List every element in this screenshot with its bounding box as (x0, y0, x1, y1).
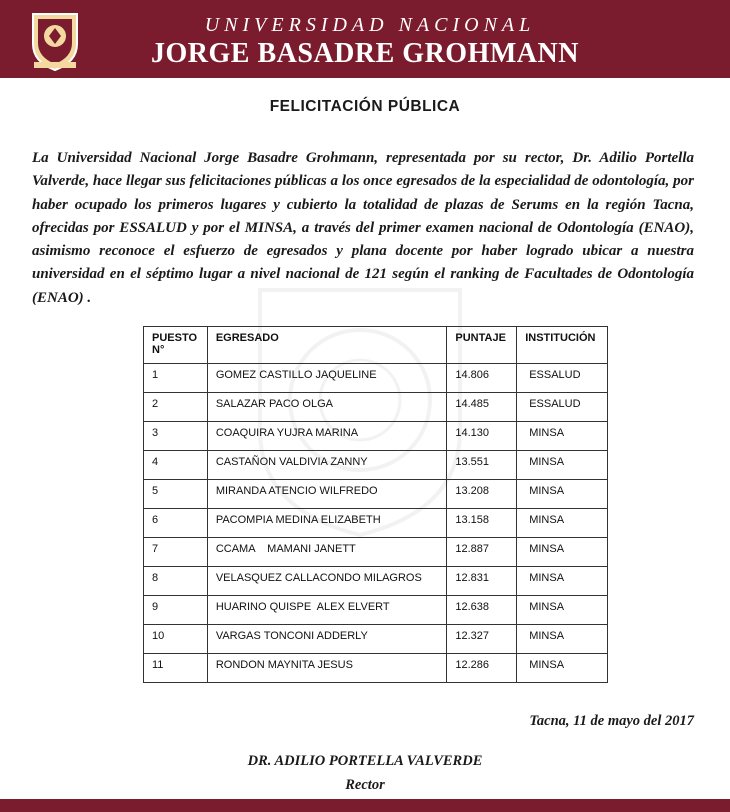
university-name-line2: JORGE BASADRE GROHMANN (151, 38, 579, 69)
table-row (144, 364, 608, 393)
cell-institucion: MINSA (517, 538, 608, 567)
table-row (144, 451, 608, 480)
document-title: FELICITACIÓN PÚBLICA (269, 98, 461, 115)
cell-puntaje: 14.130 (447, 422, 517, 451)
table-row (144, 654, 608, 683)
cell-institucion: MINSA (517, 567, 608, 596)
cell-egresado: COAQUIRA YUJRA MARINA (207, 422, 447, 451)
table-row (144, 509, 608, 538)
university-logo (28, 10, 82, 72)
table-row (144, 567, 608, 596)
table-row (144, 480, 608, 509)
table-header-row (144, 327, 608, 364)
cell-egresado: RONDON MAYNITA JESUS (207, 654, 447, 683)
cell-puntaje: 14.806 (447, 364, 517, 393)
signatory-name: DR. ADILIO PORTELLA VALVERDE (247, 753, 483, 769)
table-row (144, 625, 608, 654)
university-name-line1: UNIVERSIDAD NACIONAL (204, 14, 536, 36)
cell-egresado: VELASQUEZ CALLACONDO MILAGROS (207, 567, 447, 596)
cell-egresado: HUARINO QUISPE ALEX ELVERT (207, 596, 447, 625)
cell-institucion: ESSALUD (517, 364, 608, 393)
cell-puntaje: 13.551 (447, 451, 517, 480)
header-puesto: PUESTO N° (144, 327, 208, 364)
cell-institucion: MINSA (517, 509, 608, 538)
footer-bar (0, 799, 730, 812)
cell-egresado: SALAZAR PACO OLGA (207, 393, 447, 422)
table-row (144, 422, 608, 451)
cell-puntaje: 12.638 (447, 596, 517, 625)
results-table (143, 326, 608, 683)
cell-egresado: CASTAÑON VALDIVIA ZANNY (207, 451, 447, 480)
cell-puesto: 6 (144, 509, 208, 538)
cell-puesto: 7 (144, 538, 208, 567)
cell-puesto: 9 (144, 596, 208, 625)
cell-puntaje: 12.286 (447, 654, 517, 683)
cell-egresado: GOMEZ CASTILLO JAQUELINE (207, 364, 447, 393)
cell-puntaje: 14.485 (447, 393, 517, 422)
header-puntaje: PUNTAJE (447, 327, 517, 364)
cell-institucion: MINSA (517, 480, 608, 509)
header-egresado: EGRESADO (207, 327, 447, 364)
cell-institucion: ESSALUD (517, 393, 608, 422)
cell-puesto: 2 (144, 393, 208, 422)
cell-puntaje: 13.208 (447, 480, 517, 509)
cell-puntaje: 12.831 (447, 567, 517, 596)
cell-egresado: CCAMA MAMANI JANETT (207, 538, 447, 567)
cell-institucion: MINSA (517, 596, 608, 625)
header-banner (0, 0, 730, 78)
cell-puesto: 5 (144, 480, 208, 509)
cell-institucion: MINSA (517, 451, 608, 480)
cell-institucion: MINSA (517, 654, 608, 683)
cell-egresado: PACOMPIA MEDINA ELIZABETH (207, 509, 447, 538)
cell-puesto: 3 (144, 422, 208, 451)
table-body (144, 364, 608, 683)
signatory-role: Rector (345, 777, 385, 793)
cell-puesto: 1 (144, 364, 208, 393)
table-row (144, 393, 608, 422)
cell-puntaje: 13.158 (447, 509, 517, 538)
cell-puesto: 10 (144, 625, 208, 654)
cell-institucion: MINSA (517, 422, 608, 451)
date-line: Tacna, 11 de mayo del 2017 (529, 713, 694, 729)
cell-puntaje: 12.887 (447, 538, 517, 567)
cell-egresado: MIRANDA ATENCIO WILFREDO (207, 480, 447, 509)
cell-puesto: 4 (144, 451, 208, 480)
cell-egresado: VARGAS TONCONI ADDERLY (207, 625, 447, 654)
cell-puesto: 8 (144, 567, 208, 596)
cell-puesto: 11 (144, 654, 208, 683)
cell-institucion: MINSA (517, 625, 608, 654)
table-row (144, 538, 608, 567)
header-institucion: INSTITUCIÓN (517, 327, 608, 364)
body-paragraph: La Universidad Nacional Jorge Basadre Grohmann, representada por su rector, Dr. Adilio Portella Valverde, hace llegar sus felicitaciones públicas a los once egresados de la especialidad de odontología, por haber ocupado los primeros lugares y cubierto la totalidad de plazas de Serums en la región Tacna, ofrecidas por ESSALUD y por el MINSA, a través del primer examen nacional de Odontología (ENAO), asimismo reconoce el esfuerzo de egresados y plana docente por haber logrado ubicar a nuestra universidad en el séptimo lugar a nivel nacional de 121 según el ranking de Facultades de Odontología (ENAO) . (32, 150, 694, 306)
cell-puntaje: 12.327 (447, 625, 517, 654)
table-row (144, 596, 608, 625)
